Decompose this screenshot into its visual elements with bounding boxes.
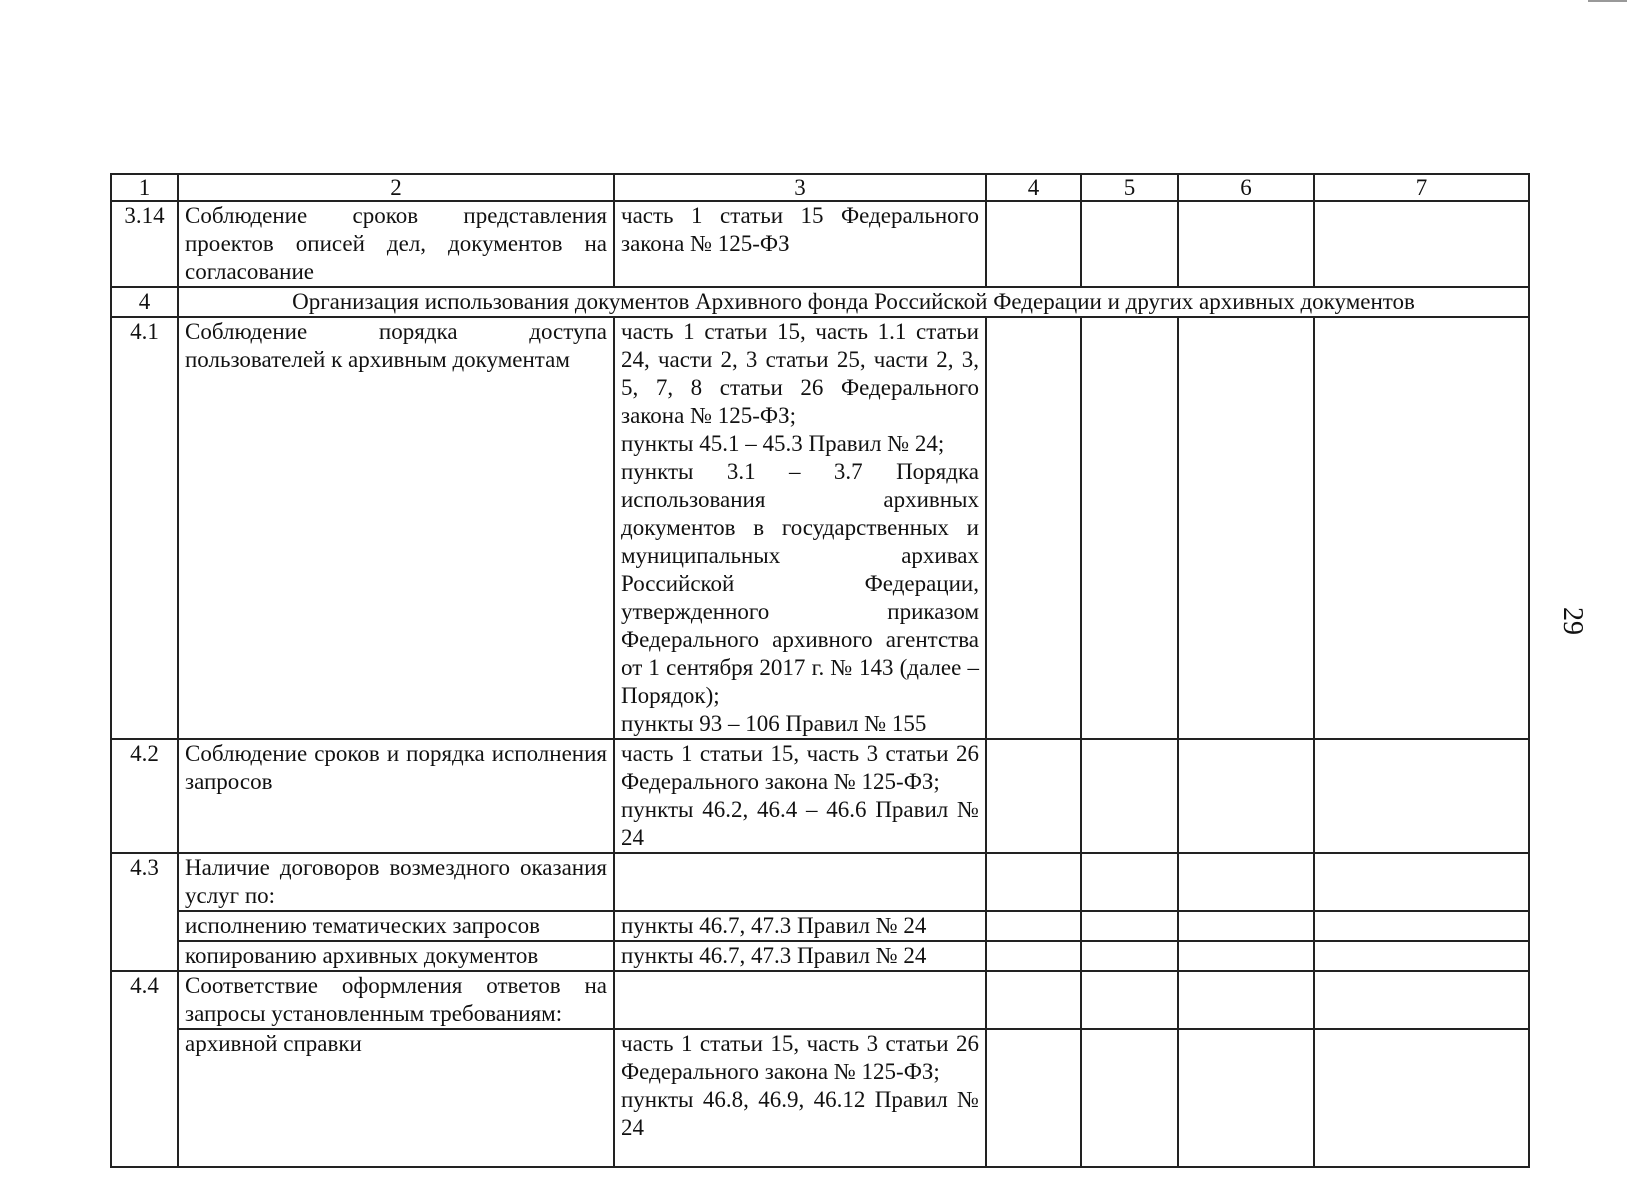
- empty-cell: [1081, 911, 1178, 941]
- header-cell-4: 4: [986, 174, 1081, 201]
- row-number: 4.1: [111, 317, 178, 739]
- empty-cell: [1314, 971, 1529, 1029]
- reference-line: пункты 45.1 – 45.3 Правил № 24;: [621, 431, 945, 456]
- header-cell-7: 7: [1314, 174, 1529, 201]
- empty-cell: [1314, 911, 1529, 941]
- empty-cell: [1178, 317, 1314, 739]
- requirement-text: Соблюдение сроков представления проектов описей дел, документов на согласование: [178, 201, 614, 287]
- empty-cell: [1178, 971, 1314, 1029]
- empty-cell: [614, 971, 986, 1029]
- sub-requirement-text: копированию архивных документов: [178, 941, 614, 971]
- section-title: Организация использования документов Архивного фонда Российской Федерации и других архивных документов: [178, 287, 1529, 317]
- empty-cell: [986, 941, 1081, 971]
- row-number: 3.14: [111, 201, 178, 287]
- empty-cell: [1081, 201, 1178, 287]
- empty-cell: [986, 853, 1081, 911]
- legal-reference: [614, 739, 986, 853]
- empty-cell: [1178, 911, 1314, 941]
- header-cell-1: 1: [111, 174, 178, 201]
- table-row-4-4: [111, 971, 1529, 1029]
- reference-line: часть 1 статьи 15, часть 3 статьи 26 Федерального закона № 125-ФЗ;: [621, 741, 979, 794]
- requirement-text: Соответствие оформления ответов на запросы установленным требованиям:: [178, 971, 614, 1029]
- table-subrow-4-3-1: [111, 911, 1529, 941]
- empty-cell: [1081, 941, 1178, 971]
- empty-cell: [1178, 201, 1314, 287]
- empty-cell: [614, 853, 986, 911]
- legal-reference: пункты 46.7, 47.3 Правил № 24: [614, 911, 986, 941]
- reference-line: часть 1 статьи 15, часть 1.1 статьи 24, части 2, 3 статьи 25, части 2, 3, 5, 7, 8 статьи 26 Федерального закона № 125-ФЗ;: [621, 319, 979, 428]
- section-row-4: [111, 287, 1529, 317]
- table-row-3-14: [111, 201, 1529, 287]
- empty-cell: [1314, 853, 1529, 911]
- empty-cell: [1314, 201, 1529, 287]
- legal-reference: [614, 1029, 986, 1167]
- empty-cell: [1081, 971, 1178, 1029]
- empty-cell: [1314, 317, 1529, 739]
- legal-reference: [614, 317, 986, 739]
- reference-line: часть 1 статьи 15, часть 3 статьи 26 Федерального закона № 125-ФЗ;: [621, 1031, 979, 1084]
- empty-cell: [1178, 941, 1314, 971]
- table-row-4-1: [111, 317, 1529, 739]
- row-number: 4.3: [111, 853, 178, 971]
- empty-cell: [986, 201, 1081, 287]
- legal-reference: пункты 46.7, 47.3 Правил № 24: [614, 941, 986, 971]
- section-number: 4: [111, 287, 178, 317]
- requirement-text: Наличие договоров возмездного оказания услуг по:: [178, 853, 614, 911]
- empty-cell: [1081, 739, 1178, 853]
- empty-cell: [1081, 1029, 1178, 1167]
- empty-cell: [1314, 739, 1529, 853]
- empty-cell: [986, 1029, 1081, 1167]
- sub-requirement-text: архивной справки: [178, 1029, 614, 1167]
- table-row-4-3: [111, 853, 1529, 911]
- empty-cell: [1314, 1029, 1529, 1167]
- header-cell-5: 5: [1081, 174, 1178, 201]
- reference-line: пункты 46.8, 46.9, 46.12 Правил № 24: [621, 1087, 979, 1140]
- empty-cell: [986, 739, 1081, 853]
- empty-cell: [1178, 1029, 1314, 1167]
- empty-cell: [1314, 941, 1529, 971]
- empty-cell: [986, 971, 1081, 1029]
- empty-cell: [1081, 317, 1178, 739]
- table-subrow-4-3-2: [111, 941, 1529, 971]
- reference-line: пункты 3.1 – 3.7 Порядка использования архивных документов в государственных и муниципальных архивах Российской Федерации, утвержденного приказом Федерального архивного агентства от 1 сентября 2017 г. № 143 (далее – Порядок);: [621, 459, 979, 708]
- empty-cell: [986, 911, 1081, 941]
- requirement-text: Соблюдение порядка доступа пользователей к архивным документам: [178, 317, 614, 739]
- table-subrow-4-4-1: [111, 1029, 1529, 1167]
- empty-cell: [986, 317, 1081, 739]
- row-number: 4.2: [111, 739, 178, 853]
- empty-cell: [1178, 853, 1314, 911]
- requirement-text: Соблюдение сроков и порядка исполнения запросов: [178, 739, 614, 853]
- legal-reference: часть 1 статьи 15 Федерального закона № 125-ФЗ: [614, 201, 986, 287]
- page-number: 29: [1557, 607, 1588, 635]
- empty-cell: [1178, 739, 1314, 853]
- table-row-4-2: [111, 739, 1529, 853]
- reference-line: пункты 93 – 106 Правил № 155: [621, 711, 927, 736]
- header-cell-6: 6: [1178, 174, 1314, 201]
- empty-cell: [1081, 853, 1178, 911]
- header-cell-2: 2: [178, 174, 614, 201]
- header-cell-3: 3: [614, 174, 986, 201]
- row-number: 4.4: [111, 971, 178, 1167]
- header-row: [111, 174, 1529, 201]
- sub-requirement-text: исполнению тематических запросов: [178, 911, 614, 941]
- requirements-table: [110, 173, 1530, 1168]
- scan-edge-mark: [1588, 0, 1627, 2]
- reference-line: пункты 46.2, 46.4 – 46.6 Правил № 24: [621, 797, 979, 850]
